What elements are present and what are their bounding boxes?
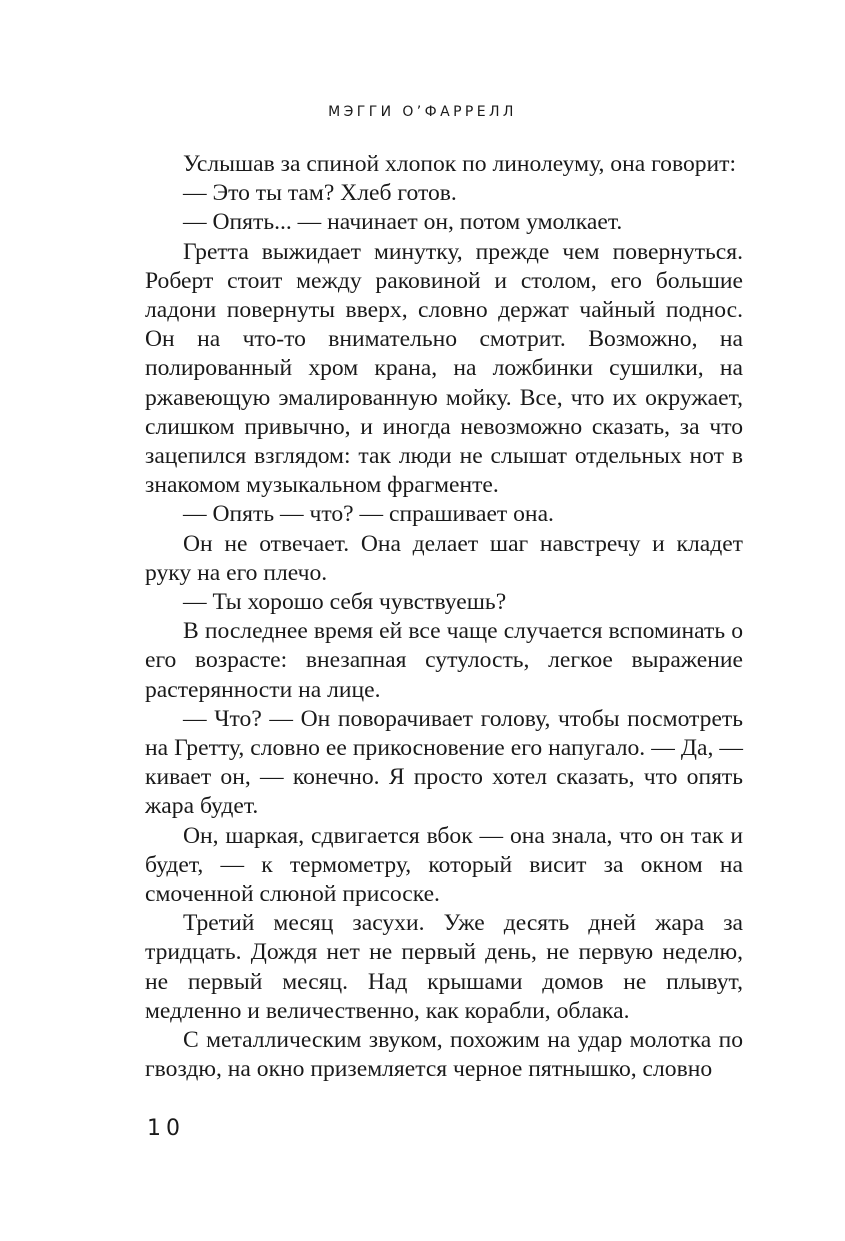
paragraph: — Опять... — начинает он, потом умолкает. — [183, 209, 623, 236]
body-text — [145, 150, 743, 1085]
paragraph: Он не отвечает. Она делает шаг навстречу и кладет руку на его плечо. — [145, 530, 743, 586]
running-header: МЭГГИ О’ФАРРЕЛЛ — [328, 104, 517, 120]
paragraph: Гретта выжидает минутку, прежде чем повернуться. Роберт стоит между раковиной и столом, его большие ладони повернуты вверх, словно держат чайный поднос. Он на что-то внимательно смотрит. Возможно, на полированный хром крана, на ложбинки сушилки, на ржавеющую эмалированную мойку. Все, что их окружает, слишком привычно, и иногда невозможно сказать, за что зацепился взглядом: так люди не слышат отдельных нот в знакомом музыкальном фрагменте. — [145, 238, 743, 499]
paragraph: — Ты хорошо себя чувствуешь? — [183, 589, 507, 616]
page-number: 10 — [147, 1116, 185, 1141]
paragraph: Он, шаркая, сдвигается вбок — она знала, что он так и будет, — к термометру, который висит за окном на смоченной слюной присоске. — [145, 822, 743, 908]
paragraph: Третий месяц засухи. Уже десять дней жара за тридцать. Дождя нет не первый день, не первую неделю, не первый месяц. Над крышами домов не плывут, медленно и величественно, как корабли, облака. — [145, 910, 743, 1024]
paragraph: — Опять — что? — спрашивает она. — [183, 501, 554, 528]
paragraph: — Что? — Он поворачивает голову, чтобы посмотреть на Гретту, словно ее прикосновение его напугало. — Да, — кивает он, — конечно. Я просто хотел сказать, что опять жара будет. — [145, 705, 743, 820]
paragraph: — Это ты там? Хлеб готов. — [183, 180, 457, 207]
paragraph: В последнее время ей все чаще случается вспоминать о его возрасте: внезапная сутулость, легкое выражение растерянности на лице. — [145, 618, 743, 703]
paragraph: Услышав за спиной хлопок по линолеуму, она говорит: — [183, 151, 737, 177]
paragraph: С металлическим звуком, похожим на удар молотка по гвоздю, на окно приземляется черное пятнышко, словно — [145, 1027, 743, 1083]
